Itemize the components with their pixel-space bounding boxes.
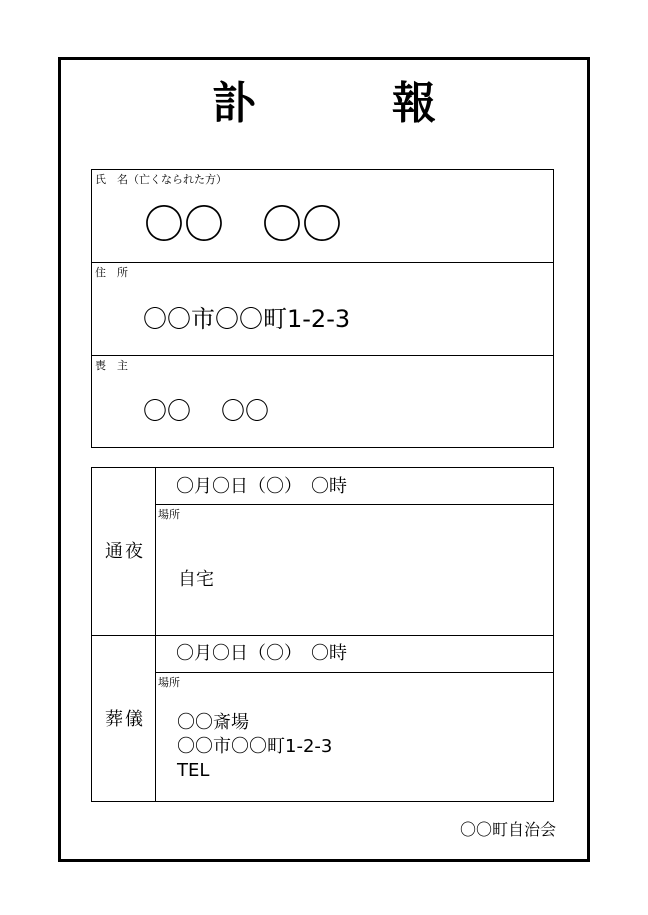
wake-place: 自宅 [178,569,214,590]
address-value: 〇〇市〇〇町1-2-3 [143,305,351,333]
deceased-family-name: 〇〇 [144,202,224,248]
address-label: 住 所 [95,266,128,279]
deceased-given-name: 〇〇 [262,202,342,248]
funeral-datetime: 〇月〇日（〇） 〇時 [176,643,347,664]
divider [155,672,554,673]
deceased-name [144,200,342,250]
funeral-tel: TEL [177,760,210,781]
funeral-place-label: 場所 [158,676,180,689]
deceased-name-label: 氏 名（亡くなられた方） [95,173,227,186]
notice-title: 訃 報 [212,78,482,129]
funeral-venue: 〇〇斎場 [177,712,249,733]
divider [155,504,554,505]
chief-mourner-name [143,395,269,427]
chief-mourner-family-name: 〇〇 [143,397,191,425]
issuer: 〇〇町自治会 [460,820,557,839]
wake-datetime: 〇月〇日（〇） 〇時 [176,476,347,497]
chief-mourner-label: 喪 主 [95,359,128,372]
funeral-label: 葬儀 [105,709,145,730]
funeral-address: 〇〇市〇〇町1-2-3 [177,736,333,757]
wake-place-label: 場所 [158,508,180,521]
divider [91,262,554,263]
divider [91,635,554,636]
wake-label: 通夜 [105,541,145,562]
divider [91,355,554,356]
chief-mourner-given-name: 〇〇 [221,397,269,425]
